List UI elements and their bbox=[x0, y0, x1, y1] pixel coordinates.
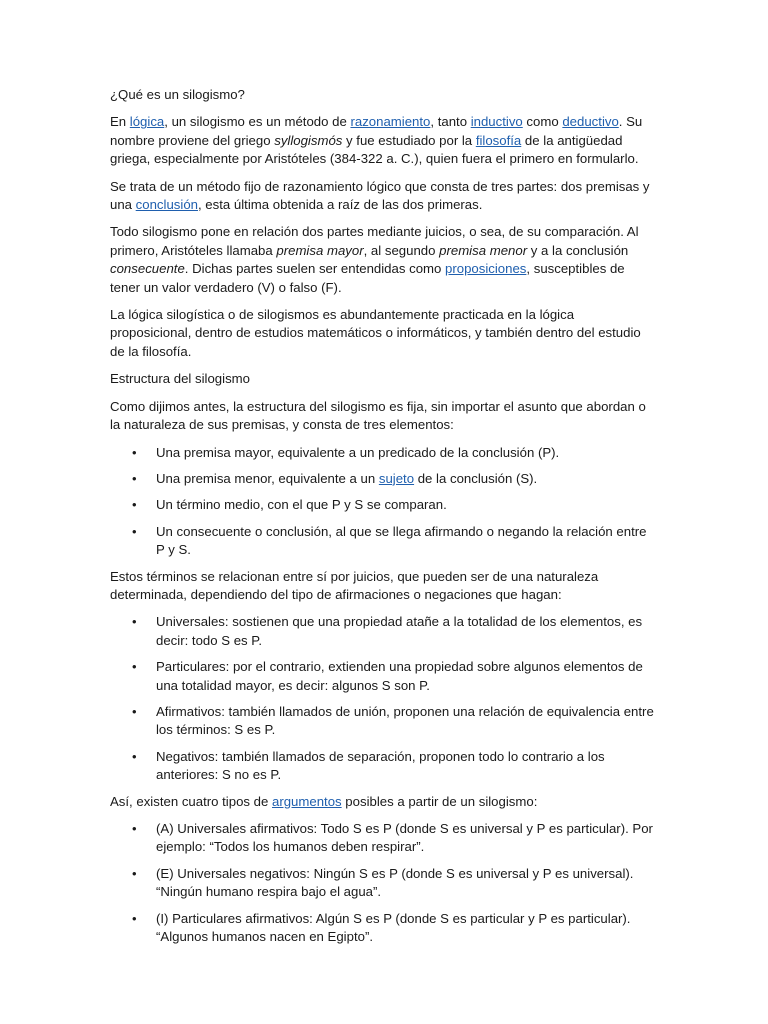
list-item bbox=[156, 470, 658, 488]
paragraph-parts bbox=[110, 223, 658, 297]
text-run: , un silogismo es un método de bbox=[164, 114, 351, 130]
item-text: también llamados de separación, proponen todo lo contrario a los anteriores: S no es P. bbox=[156, 748, 605, 783]
text-run: y fue estudiado por la bbox=[342, 132, 476, 148]
item-text: , con el que P y S se comparan. bbox=[260, 497, 447, 513]
paragraph-intro bbox=[110, 113, 658, 168]
link-razonamiento[interactable]: razonamiento bbox=[350, 114, 431, 130]
text-run: y a la conclusión bbox=[527, 242, 629, 258]
section-heading: Estructura del silogismo bbox=[110, 371, 250, 387]
list-item bbox=[156, 820, 658, 857]
paragraph-logic-usage: La lógica silogística o de silogismos es abundantemente practicada en la lógica proposicional, dentro de estudios matemáticos o informáticos, y también dentro del estudio de la filosofía. bbox=[110, 307, 641, 359]
item-term: Negativos: bbox=[156, 748, 219, 764]
item-text: de la conclusión (S). bbox=[414, 470, 538, 486]
list-item bbox=[156, 910, 658, 947]
paragraph-structure: Como dijimos antes, la estructura del silogismo es fija, sin importar el asunto que abordan o la naturaleza de sus premisas, y consta de tres elementos: bbox=[110, 398, 646, 433]
text-run: como bbox=[522, 114, 563, 130]
link-argumentos[interactable]: argumentos bbox=[272, 793, 342, 809]
item-term: Universales: bbox=[156, 614, 229, 630]
item-text: Ningún S es P (donde S es universal y P es universal). “Ningún humano respira bajo el agua”. bbox=[156, 865, 634, 900]
italic-term: premisa menor bbox=[439, 242, 528, 258]
text-run: Se trata de un método fijo de razonamiento lógico que consta de tres partes: dos premisas y una bbox=[110, 178, 650, 213]
paragraph-definition bbox=[110, 178, 658, 215]
elements-list bbox=[110, 444, 658, 560]
page-title: ¿Qué es un silogismo? bbox=[110, 87, 245, 102]
text-run: . Su nombre proviene del griego bbox=[110, 114, 643, 148]
text-run: , tanto bbox=[430, 114, 471, 130]
item-term: (I) Particulares afirmativos: bbox=[156, 910, 313, 926]
link-filosofia[interactable]: filosofía bbox=[475, 132, 522, 148]
list-item bbox=[156, 658, 658, 695]
italic-term: consecuente bbox=[110, 261, 185, 277]
item-term: Una premisa menor bbox=[156, 470, 272, 486]
italic-term: premisa mayor bbox=[276, 242, 364, 258]
text-run: En bbox=[110, 114, 130, 130]
text-run: , susceptibles de tener un valor verdadero (V) o falso (F). bbox=[110, 261, 625, 295]
item-text: , al que se llega afirmando o negando la relación entre P y S. bbox=[156, 523, 647, 558]
text-run: posibles a partir de un silogismo: bbox=[341, 793, 538, 809]
text-run: , esta última obtenida a raíz de las dos primeras. bbox=[197, 197, 483, 213]
paragraph-argument-types bbox=[110, 793, 658, 811]
list-item bbox=[156, 444, 658, 462]
list-item bbox=[156, 748, 658, 785]
list-item bbox=[156, 523, 658, 560]
argument-types-list bbox=[110, 820, 658, 946]
link-proposiciones[interactable]: proposiciones bbox=[445, 261, 527, 277]
text-run: . Dichas partes suelen ser entendidas como bbox=[184, 261, 446, 277]
link-conclusion[interactable]: conclusión bbox=[135, 197, 198, 213]
text-run: Así, existen cuatro tipos de bbox=[110, 793, 272, 809]
list-item bbox=[156, 613, 658, 650]
item-term: (A) Universales afirmativos: bbox=[156, 821, 318, 836]
item-term: Una premisa mayor bbox=[156, 444, 271, 460]
italic-term: syllogismós bbox=[274, 132, 343, 148]
list-item bbox=[156, 496, 658, 514]
judgments-list bbox=[110, 613, 658, 784]
item-text: , equivalente a un predicado de la conclusión (P). bbox=[270, 444, 560, 460]
item-text: Todo S es P (donde S es universal y P es particular). Por ejemplo: “Todos los humanos deben respirar”. bbox=[156, 821, 653, 855]
item-text: sostienen que una propiedad atañe a la totalidad de los elementos, es decir: todo S es P. bbox=[156, 614, 643, 648]
text-run: de la antigüedad griega, especialmente por Aristóteles (384-322 a. C.), quien fuera el primero en formularlo. bbox=[110, 132, 639, 167]
item-text: , equivalente a un bbox=[271, 470, 379, 486]
link-deductivo[interactable]: deductivo bbox=[562, 114, 619, 130]
item-term: Particulares: bbox=[156, 659, 230, 675]
paragraph-judgments: Estos términos se relacionan entre sí por juicios, que pueden ser de una naturaleza determinada, dependiendo del tipo de afirmaciones o negaciones que hagan: bbox=[110, 568, 599, 602]
text-run: Todo silogismo pone en relación dos partes mediante juicios, o sea, de su comparación. Al primero, Aristóteles llamaba bbox=[110, 224, 639, 258]
document-body bbox=[110, 86, 658, 954]
link-inductivo[interactable]: inductivo bbox=[470, 114, 523, 130]
item-term: Un consecuente o conclusión bbox=[156, 523, 329, 539]
list-item bbox=[156, 703, 658, 740]
item-text: Algún S es P (donde S es particular y P es particular). “Algunos humanos nacen en Egipto”. bbox=[156, 910, 631, 945]
link-logica[interactable]: lógica bbox=[129, 114, 165, 130]
link-sujeto[interactable]: sujeto bbox=[378, 470, 415, 486]
item-term: Un término medio bbox=[156, 497, 261, 513]
item-text: por el contrario, extienden una propiedad sobre algunos elementos de una totalidad mayor, es decir: algunos S son P. bbox=[156, 659, 643, 693]
list-item bbox=[156, 865, 658, 902]
item-term: (E) Universales negativos: bbox=[156, 865, 310, 881]
item-text: también llamados de unión, proponen una relación de equivalencia entre los términos: S es P. bbox=[156, 703, 654, 738]
text-run: , al segundo bbox=[363, 242, 440, 258]
item-term: Afirmativos: bbox=[156, 703, 225, 719]
